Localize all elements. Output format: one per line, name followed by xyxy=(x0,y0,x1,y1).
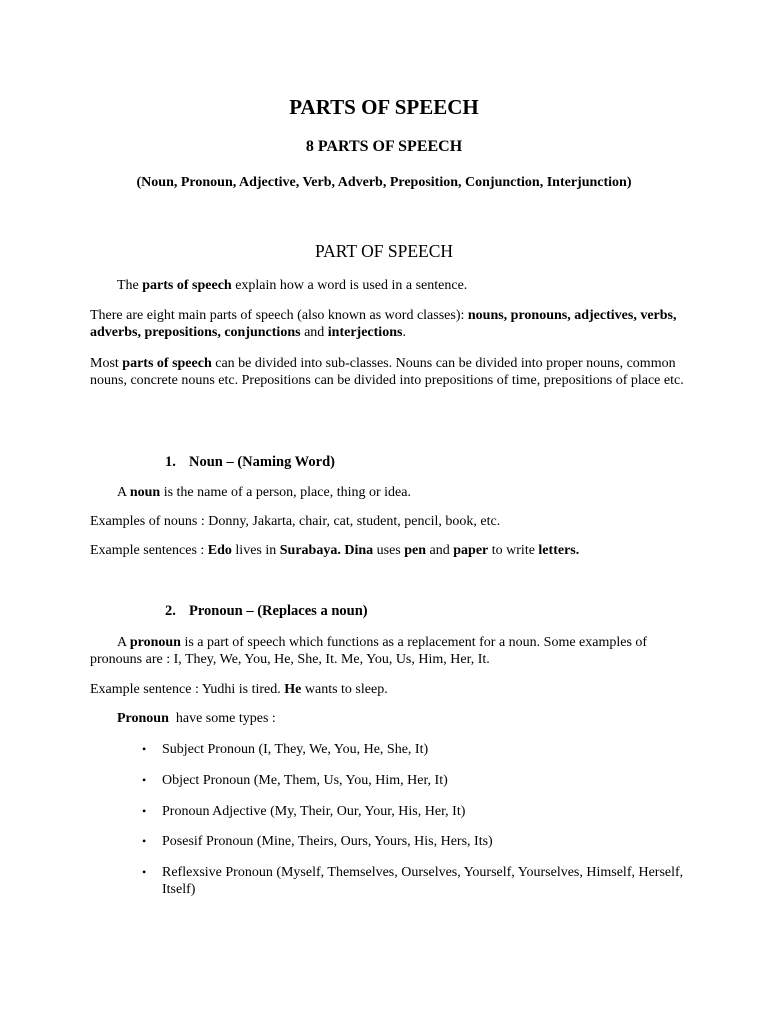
text-run: The xyxy=(117,278,143,293)
list-item-text: Object Pronoun (Me, Them, Us, You, Him, Her, It) xyxy=(162,773,448,788)
bold-term: Pronoun xyxy=(117,711,169,726)
text-run: and xyxy=(426,543,454,558)
bold-term: parts of speech xyxy=(122,356,212,371)
text-run: uses xyxy=(373,543,405,558)
bold-term: letters. xyxy=(538,543,580,558)
bullet-icon: • xyxy=(142,834,147,848)
bold-term: He xyxy=(284,682,302,697)
intro-paragraph-2 xyxy=(90,307,690,341)
section-number: 1. xyxy=(165,454,176,470)
document-title: PARTS OF SPEECH xyxy=(289,95,479,119)
text-run: to write xyxy=(488,543,539,558)
text-run: There are eight main parts of speech (also known as word classes): xyxy=(90,308,468,323)
pronoun-types-intro xyxy=(117,710,276,727)
list-item-text: Posesif Pronoun (Mine, Theirs, Ours, Yours, His, Hers, Its) xyxy=(162,834,493,849)
text-run: and xyxy=(300,325,328,340)
noun-example-sentence xyxy=(90,542,579,559)
bold-term: noun xyxy=(129,485,161,500)
parts-list: (Noun, Pronoun, Adjective, Verb, Adverb, Preposition, Conjunction, Interjunction) xyxy=(136,175,632,190)
bold-term: interjections xyxy=(327,325,403,340)
intro-paragraph-1 xyxy=(117,277,467,294)
text-run: Most xyxy=(90,356,123,371)
bullet-icon: • xyxy=(142,804,147,818)
noun-heading-text: Noun – (Naming Word) xyxy=(189,454,335,470)
bold-term: pen xyxy=(404,543,427,558)
text-run: explain how a word is used in a sentence. xyxy=(231,278,468,293)
text-run: Example sentences : xyxy=(90,543,208,558)
text-run: can be divided into sub-classes. Nouns can be divided into proper nouns, common nouns, concrete nouns etc. Prepositions can be divided into prepositions of time, prepositions of place etc. xyxy=(90,356,684,388)
bold-term: nouns, pronouns, adjectives, verbs, adverbs, prepositions, conjunctions xyxy=(90,308,677,340)
pronoun-definition xyxy=(90,634,690,668)
pronoun-example-sentence xyxy=(90,681,388,698)
noun-examples: Examples of nouns : Donny, Jakarta, chair, cat, student, pencil, book, etc. xyxy=(90,514,501,529)
text-run: A xyxy=(117,635,130,650)
bullet-icon: • xyxy=(142,865,147,879)
bullet-icon: • xyxy=(142,773,147,787)
pronoun-heading-text: Pronoun – (Replaces a noun) xyxy=(189,603,368,619)
bullet-icon: • xyxy=(142,742,147,756)
text-run: Example sentence : Yudhi is tired. xyxy=(90,682,285,697)
list-item-text: Reflexsive Pronoun (Myself, Themselves, Ourselves, Yourself, Yourselves, Himself, Herself, Itself) xyxy=(162,865,684,897)
text-run: is the name of a person, place, thing or idea. xyxy=(160,485,411,500)
noun-heading xyxy=(165,454,335,471)
bold-term: Surabaya. Dina xyxy=(279,543,374,558)
list-item-text: Pronoun Adjective (My, Their, Our, Your, His, Her, It) xyxy=(162,804,466,819)
section-heading: PART OF SPEECH xyxy=(314,241,454,261)
section-number: 2. xyxy=(165,603,176,619)
text-run: wants to sleep. xyxy=(301,682,388,697)
bold-term: pronoun xyxy=(129,635,181,650)
intro-paragraph-3 xyxy=(90,355,690,389)
text-run: have some types : xyxy=(168,711,276,726)
bold-term: Edo xyxy=(207,543,232,558)
text-run: A xyxy=(117,485,130,500)
document-subtitle: 8 PARTS OF SPEECH xyxy=(305,138,463,155)
text-run: lives in xyxy=(231,543,280,558)
text-run: is a part of speech which functions as a replacement for a noun. Some examples of pronouns are : I, They, We, You, He, She, It. Me, You, Us, Him, Her, It. xyxy=(90,635,648,667)
pronoun-heading xyxy=(165,603,368,620)
bold-term: parts of speech xyxy=(142,278,232,293)
text-run: . xyxy=(402,325,406,340)
bold-term: paper xyxy=(453,543,489,558)
noun-definition xyxy=(117,484,411,501)
list-item-text: Subject Pronoun (I, They, We, You, He, She, It) xyxy=(162,742,429,757)
